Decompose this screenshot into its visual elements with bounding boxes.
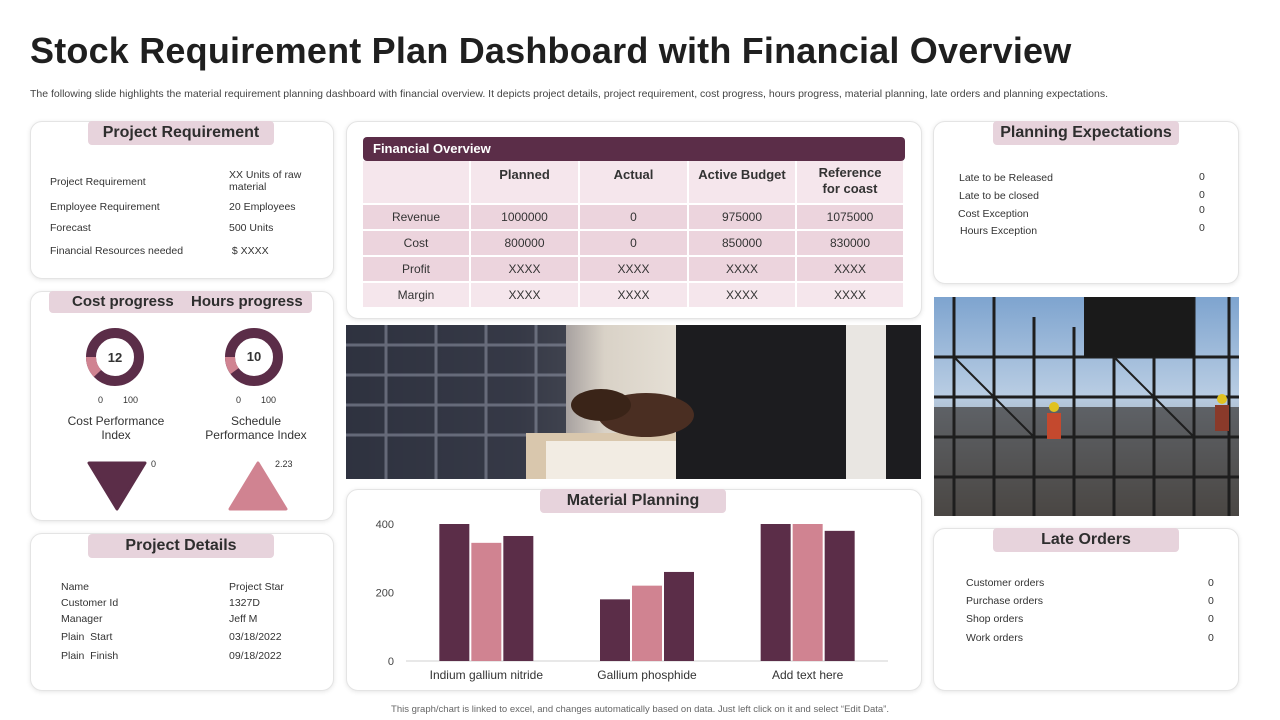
detail-label-5: Plain Finish <box>61 650 119 662</box>
financial-col-planned: Planned <box>471 161 580 203</box>
hours-gauge-max: 100 <box>261 395 277 405</box>
cost-gauge-fill <box>91 357 98 373</box>
plan-value-1: 0 <box>1199 171 1205 183</box>
x-tick-label: Indium gallium nitride <box>429 668 544 682</box>
req-label-1: Project Requirement <box>50 176 146 188</box>
table-cell: XXXX <box>580 255 689 281</box>
table-cell: XXXX <box>689 255 797 281</box>
plan-label-1: Late to be Released <box>959 172 1053 184</box>
hours-gauge-fill <box>230 357 235 371</box>
y-tick-label: 200 <box>375 587 394 600</box>
late-value-3: 0 <box>1208 613 1214 625</box>
detail-value-3: Jeff M <box>229 613 258 625</box>
table-row <box>363 281 905 307</box>
late-label-3: Shop orders <box>966 613 1024 625</box>
late-value-2: 0 <box>1208 595 1214 607</box>
table-cell: XXXX <box>797 255 905 281</box>
hours-gauge-min: 0 <box>236 395 242 405</box>
table-cell: XXXX <box>471 281 580 307</box>
bar-3-add-text-here <box>825 531 855 661</box>
x-tick-label: Add text here <box>771 668 844 682</box>
footer-note: This graph/chart is linked to excel, and changes automatically based on data. Just left click on it and select “Edit Data”. <box>391 704 889 715</box>
financial-col-blank <box>363 161 471 203</box>
bar-3-gallium-phosphide <box>664 572 694 661</box>
table-cell: XXXX <box>797 281 905 307</box>
financial-col-reference: Reference for coast <box>797 161 905 203</box>
table-cell: 800000 <box>471 229 580 255</box>
construction-photo <box>934 297 1239 516</box>
late-label-1: Customer orders <box>966 577 1045 589</box>
late-label-2: Purchase orders <box>966 595 1044 607</box>
planning-expectations-heading: Planning Expectations <box>993 121 1179 145</box>
detail-value-2: 1327D <box>229 597 260 609</box>
table-cell: XXXX <box>689 281 797 307</box>
detail-value-5: 09/18/2022 <box>229 650 282 662</box>
row-label: Profit <box>363 255 471 281</box>
hours-gauge-value: 10 <box>246 349 262 364</box>
handshake-photo <box>346 325 921 479</box>
row-label: Cost <box>363 229 471 255</box>
y-tick-label: 400 <box>375 519 394 531</box>
schedule-indicator-value: 2.23 <box>275 459 293 469</box>
row-label: Revenue <box>363 203 471 229</box>
project-details-heading: Project Details <box>88 534 274 558</box>
cost-indicator-value: 0 <box>151 459 157 469</box>
planning-expectations-panel <box>933 121 1239 284</box>
bar-3-indium-gallium-nitride <box>503 536 533 661</box>
cost-gauge-max: 100 <box>123 395 139 405</box>
y-tick-label: 0 <box>387 656 394 668</box>
detail-label-2: Customer Id <box>61 597 119 609</box>
hours-progress-heading: Hours progress <box>191 293 303 310</box>
detail-value-1: Project Star <box>229 581 284 593</box>
financial-col-active-budget: Active Budget <box>689 161 797 203</box>
cost-down-triangle-icon <box>87 461 147 511</box>
late-value-4: 0 <box>1208 632 1214 644</box>
material-planning-chart <box>346 489 922 691</box>
plan-label-3: Cost Exception <box>958 208 1029 220</box>
table-cell: 830000 <box>797 229 905 255</box>
table-cell: 0 <box>580 203 689 229</box>
project-requirement-heading: Project Requirement <box>88 121 274 145</box>
plan-value-4: 0 <box>1199 222 1205 234</box>
late-label-4: Work orders <box>966 632 1023 644</box>
table-row <box>363 203 905 229</box>
hours-gauge-label: Schedule Performance Index <box>205 414 307 442</box>
page-title: Stock Requirement Plan Dashboard with Financial Overview <box>30 30 1072 71</box>
table-cell: 975000 <box>689 203 797 229</box>
plan-label-4: Hours Exception <box>960 225 1038 237</box>
plan-label-2: Late to be closed <box>959 190 1039 202</box>
req-value-1: XX Units of raw material <box>229 169 302 193</box>
cost-gauge-value: 12 <box>107 350 123 365</box>
detail-label-1: Name <box>61 581 90 593</box>
table-cell: XXXX <box>471 255 580 281</box>
financial-overview-header <box>363 137 905 161</box>
req-label-2: Employee Requirement <box>50 201 160 213</box>
cost-progress-heading: Cost progress <box>72 293 174 310</box>
bar-1-add-text-here <box>761 524 791 661</box>
table-cell: 850000 <box>689 229 797 255</box>
req-value-2: 20 Employees <box>229 201 296 213</box>
plan-value-3: 0 <box>1199 204 1205 216</box>
page-subtitle: The following slide highlights the material requirement planning dashboard with financial overview. It depicts project details, project requirement, cost progress, hours progress, material planning, late orders and planning expectations. <box>30 88 1109 100</box>
x-tick-label: Gallium phosphide <box>597 668 697 682</box>
bar-1-gallium-phosphide <box>600 599 630 661</box>
bar-2-indium-gallium-nitride <box>471 543 501 661</box>
cost-gauge-label: Cost Performance Index <box>67 414 165 442</box>
bar-2-add-text-here <box>793 524 823 661</box>
material-planning-heading: Material Planning <box>540 489 726 513</box>
row-label: Margin <box>363 281 471 307</box>
late-value-1: 0 <box>1208 577 1214 589</box>
detail-label-4: Plain Start <box>61 631 113 643</box>
bar-1-indium-gallium-nitride <box>439 524 469 661</box>
bar-chart-svg <box>346 489 922 691</box>
req-value-4: $ XXXX <box>229 245 269 257</box>
table-cell: 1075000 <box>797 203 905 229</box>
financial-overview-heading: Financial Overview <box>373 141 491 156</box>
table-row <box>363 229 905 255</box>
late-orders-panel <box>933 528 1239 691</box>
financial-table <box>363 161 905 307</box>
table-row <box>363 255 905 281</box>
table-cell: 0 <box>580 229 689 255</box>
financial-col-actual: Actual <box>580 161 689 203</box>
table-cell: XXXX <box>580 281 689 307</box>
plan-value-2: 0 <box>1199 189 1205 201</box>
req-value-3: 500 Units <box>229 222 274 234</box>
bar-2-gallium-phosphide <box>632 586 662 661</box>
detail-value-4: 03/18/2022 <box>229 631 282 643</box>
late-orders-heading: Late Orders <box>993 528 1179 552</box>
cost-gauge-min: 0 <box>98 395 104 405</box>
req-label-4: Financial Resources needed <box>50 245 184 257</box>
req-label-3: Forecast <box>50 222 91 234</box>
detail-label-3: Manager <box>61 613 103 625</box>
table-cell: 1000000 <box>471 203 580 229</box>
